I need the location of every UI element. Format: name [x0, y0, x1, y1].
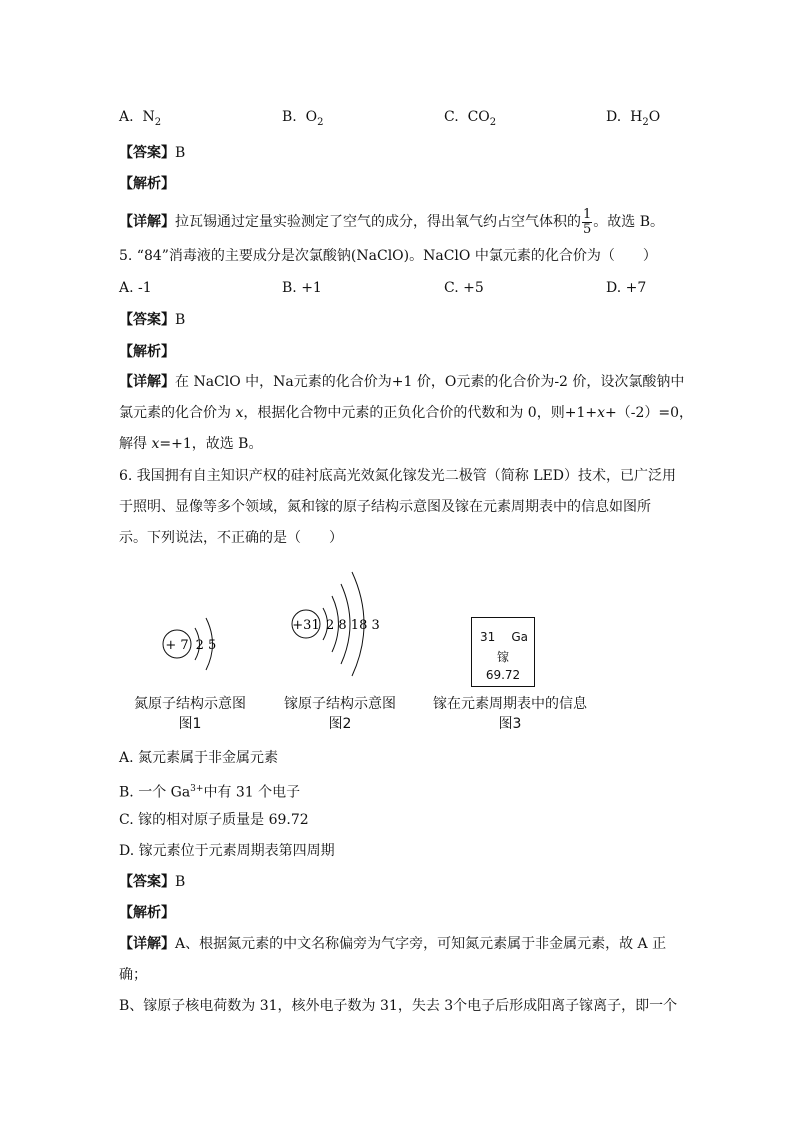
fig3-caption: 镓在元素周期表中的信息: [433, 696, 587, 712]
q5-option-d: D. +7: [606, 280, 647, 296]
q6-analysis: 【解析】: [119, 905, 175, 921]
q6-detail-line3: B、镓原子核电荷数为 31，核外电子数为 31，失去 3个电子后形成阳离子镓离子，即一个: [119, 998, 678, 1014]
atomic-mass: 69.72: [485, 668, 521, 682]
nucleus-charge: + 7: [165, 638, 189, 653]
element-symbol: Ga: [511, 630, 528, 644]
nitrogen-atom-diagram: [150, 600, 240, 690]
q6-stem-line3: 示。下列说法，不正确的是（ ）: [119, 530, 343, 546]
fraction: $\frac{1}{5}$: [583, 206, 592, 237]
electron-counts: 2 8 18 3: [326, 618, 380, 633]
q6-option-d: D. 镓元素位于元素周期表第四周期: [119, 843, 335, 859]
q6-detail-line1: 【详解】A、根据氮元素的中文名称偏旁为气字旁，可知氮元素属于非金属元素，故 A 正: [119, 936, 667, 952]
q4-option-a: A. $N_2$: [119, 109, 162, 128]
q4-option-d: D. $H_2O$: [606, 109, 661, 128]
fig2-label: 图2: [328, 716, 352, 732]
q6-option-a: A. 氮元素属于非金属元素: [119, 750, 279, 766]
q6-answer: 【答案】B: [119, 874, 186, 890]
element-name: 镓: [496, 650, 509, 664]
q5-option-c: C. +5: [444, 280, 484, 296]
q5-option-b: B. +1: [282, 280, 322, 296]
fig1-label: 图1: [178, 716, 202, 732]
fig1-caption: 氮原子结构示意图: [134, 696, 246, 712]
q6-detail-line2: 确；: [119, 967, 147, 983]
fig2-caption: 镓原子结构示意图: [284, 696, 396, 712]
q5-answer: 【答案】B: [119, 312, 186, 328]
fig3-label: 图3: [498, 716, 522, 732]
q4-detail: 【详解】拉瓦锡通过定量实验测定了空气的成分，得出氧气约占空气体积的 $\frac{1}{5}$ 。故选 B。: [119, 206, 665, 237]
gallium-atom-diagram: [288, 562, 388, 682]
q6-stem-line2: 于照明、显像等多个领域，氮和镓的原子结构示意图及镓在元素周期表中的信息如图所: [119, 499, 651, 515]
nucleus-charge: +31: [292, 618, 320, 633]
electron-counts: 2 5: [195, 638, 217, 653]
q5-stem: 5. “84”消毒液的主要成分是次氯酸钠(NaClO)。NaClO 中氯元素的化合价为（ ）: [119, 248, 657, 264]
q4-answer: 【答案】B: [119, 145, 186, 161]
q4-option-c: C. $CO_2$: [444, 109, 497, 128]
q5-option-a: A. -1: [119, 280, 152, 296]
q5-detail-line2: 氯元素的化合价为 x，根据化合物中元素的正负化合价的代数和为 0，则+1+x+（-2）=0，: [119, 405, 694, 421]
q4-option-b: B. $O_2$: [282, 109, 324, 128]
q5-detail-line1: 【详解】在 NaClO 中，Na元素的化合价为+1 价，O元素的化合价为-2 价，设次氯酸钠中: [119, 374, 685, 390]
periodic-table-cell: [471, 617, 535, 687]
q6-option-b: B. 一个 $Ga^{3+}$中有 31 个电子: [119, 784, 301, 801]
q5-detail-line3: 解得 x=+1，故选 B。: [119, 436, 263, 452]
q5-analysis: 【解析】: [119, 344, 175, 360]
q4-analysis: 【解析】: [119, 176, 175, 192]
q6-stem-line1: 6. 我国拥有自主知识产权的硅衬底高光效氮化镓发光二极管（简称 LED）技术，已广泛用: [119, 468, 676, 484]
atomic-number: 31: [480, 630, 496, 644]
q6-option-c: C. 镓的相对原子质量是 69.72: [119, 812, 309, 828]
